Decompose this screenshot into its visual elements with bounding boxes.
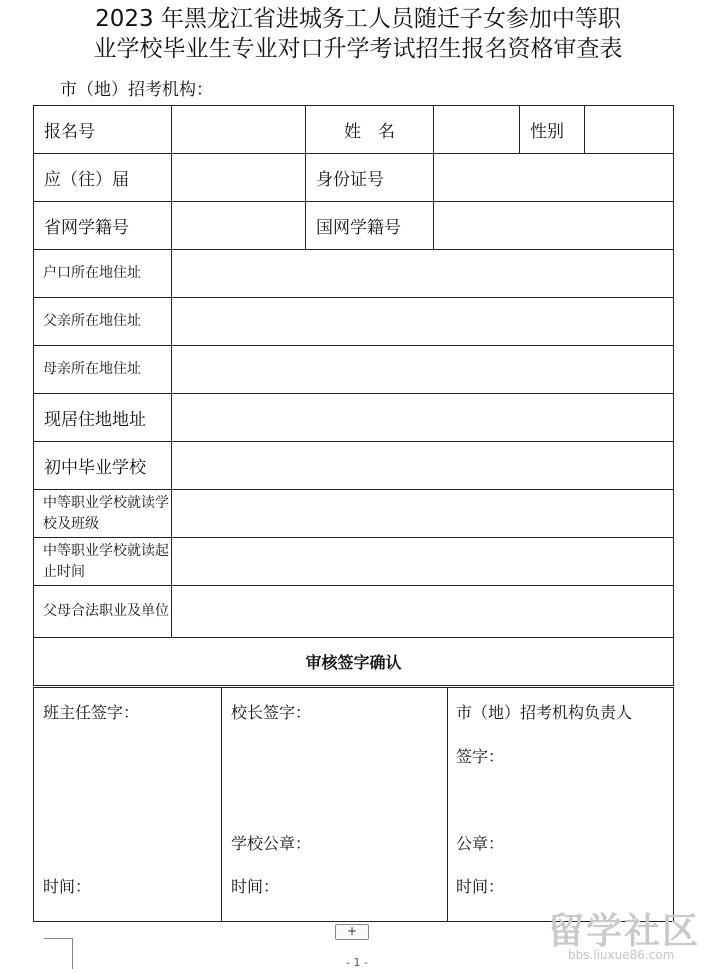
vocational-period-label: 中等职业学校就读起止时间 (34, 538, 172, 586)
expand-marker[interactable]: + (335, 924, 369, 940)
school-seal-label: 学校公章： (231, 834, 312, 853)
watermark-logo: 留学社区 (548, 911, 701, 952)
agency-head-label: 市（地）招考机构负责人 (456, 703, 633, 722)
agency-time-label: 时间： (456, 877, 505, 896)
mother-address-field[interactable] (172, 346, 674, 394)
grad-year-label: 应（往）届 (34, 154, 172, 202)
prov-student-id-label: 省网学籍号 (34, 202, 172, 250)
signature-table (33, 687, 674, 922)
teacher-sign-label: 班主任签字： (43, 703, 140, 722)
gender-label: 性别 (520, 106, 585, 154)
current-address-label: 现居住地地址 (34, 394, 172, 442)
watermark-url: bbs.liuxue86.com (568, 948, 675, 962)
reg-no-label: 报名号 (34, 106, 172, 154)
id-no-field[interactable] (434, 154, 674, 202)
name-label: 姓 名 (306, 106, 434, 154)
hukou-address-label: 户口所在地住址 (34, 250, 172, 298)
junior-school-field[interactable] (172, 442, 674, 490)
nat-student-id-field[interactable] (434, 202, 674, 250)
id-no-label: 身份证号 (306, 154, 434, 202)
nat-student-id-label: 国网学籍号 (306, 202, 434, 250)
hukou-address-field[interactable] (172, 250, 674, 298)
review-heading: 审核签字确认 (34, 638, 674, 686)
teacher-sign-cell[interactable] (34, 688, 222, 922)
title-line-1: 2023 年黑龙江省进城务工人员随迁子女参加中等职 (95, 6, 621, 32)
page-title (0, 4, 716, 64)
agency-sign-label: 签字： (456, 747, 505, 766)
mother-address-label: 母亲所在地住址 (34, 346, 172, 394)
father-address-field[interactable] (172, 298, 674, 346)
principal-sign-cell[interactable] (222, 688, 448, 922)
teacher-time-label: 时间： (43, 877, 92, 896)
junior-school-label: 初中毕业学校 (34, 442, 172, 490)
parents-job-label: 父母合法职业及单位 (34, 586, 172, 638)
agency-head-sign-cell[interactable] (448, 688, 674, 922)
principal-time-label: 时间： (231, 877, 280, 896)
vocational-period-field[interactable] (172, 538, 674, 586)
page-corner-mark (44, 938, 73, 969)
vocational-school-class-label: 中等职业学校就读学校及班级 (34, 490, 172, 538)
principal-sign-label: 校长签字： (231, 703, 312, 722)
grad-year-field[interactable] (172, 154, 306, 202)
name-field[interactable] (434, 106, 520, 154)
gender-field[interactable] (585, 106, 674, 154)
current-address-field[interactable] (172, 394, 674, 442)
registration-form-table (33, 105, 674, 686)
page-number: - 1 - (346, 956, 368, 969)
reg-no-field[interactable] (172, 106, 306, 154)
prov-student-id-field[interactable] (172, 202, 306, 250)
agency-seal-label: 公章： (456, 834, 505, 853)
parents-job-field[interactable] (172, 586, 674, 638)
agency-label: 市（地）招考机构： (60, 80, 213, 100)
vocational-school-class-field[interactable] (172, 490, 674, 538)
title-line-2: 业学校毕业生专业对口升学考试招生报名资格审查表 (93, 36, 623, 62)
father-address-label: 父亲所在地住址 (34, 298, 172, 346)
